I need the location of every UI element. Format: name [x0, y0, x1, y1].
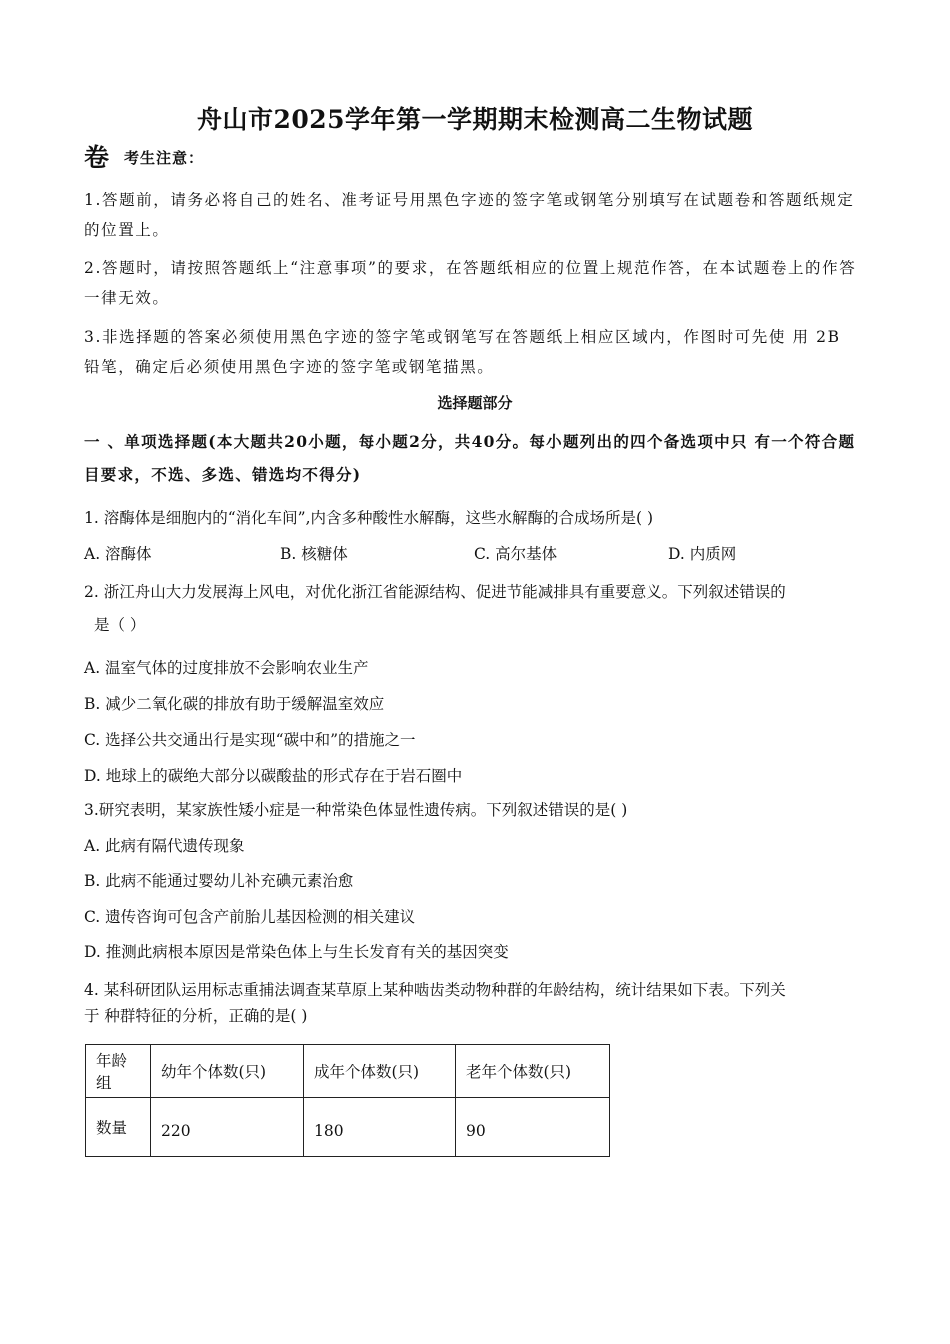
notice-item-1: 1.答题前，请务必将自己的姓名、准考证号用黑色字迹的签字笔或钢笔分别填写在试题卷和答题纸规定的位置上。	[84, 191, 855, 239]
table-row	[86, 1098, 610, 1157]
question-2-option-c: C. 选择公共交通出行是实现“碳中和”的措施之一	[84, 731, 416, 749]
question-3-option-c: C. 遗传咨询可包含产前胎儿基因检测的相关建议	[84, 908, 416, 926]
question-2-stem-line2: 是（ ）	[94, 616, 146, 634]
question-1-option-b: B. 核糖体	[280, 545, 348, 563]
part-heading: 一 、单项选择题(本大题共20小题，每小题2分，共40分。每小题列出的四个备选项中只 有一个符合题目要求，不选、多选、错选均不得分)	[84, 432, 856, 484]
notice-item-2: 2.答题时，请按照答题纸上“注意事项”的要求，在答题纸相应的位置上规范作答，在本试题卷上的作答一律无效。	[84, 259, 857, 307]
table-cell: 220	[151, 1098, 304, 1157]
page-title: 舟山市2025学年第一学期期末检测高二生物试题	[196, 105, 754, 134]
question-2-option-b: B. 减少二氧化碳的排放有助于缓解温室效应	[84, 695, 385, 713]
table-header-cell: 年龄组	[86, 1045, 151, 1098]
title-continuation: 卷	[84, 143, 110, 172]
table-cell: 180	[304, 1098, 456, 1157]
question-4-stem-line2: 于 种群特征的分析，正确的是( )	[84, 1007, 308, 1025]
question-3-option-d: D. 推测此病根本原因是常染色体上与生长发育有关的基因突变	[84, 943, 509, 961]
question-1-stem: 1. 溶酶体是细胞内的“消化车间”,内含多种酸性水解酶，这些水解酶的合成场所是( )	[84, 509, 654, 527]
question-3-option-b: B. 此病不能通过婴幼儿补充碘元素治愈	[84, 872, 354, 890]
question-2-stem-line1: 2. 浙江舟山大力发展海上风电，对优化浙江省能源结构、促进节能减排具有重要意义。下列叙述错误的	[84, 583, 786, 601]
table-header-cell: 幼年个体数(只)	[151, 1045, 304, 1098]
table-header-cell: 成年个体数(只)	[304, 1045, 456, 1098]
question-1-option-c: C. 高尔基体	[474, 545, 558, 563]
table-header-cell: 老年个体数(只)	[456, 1045, 610, 1098]
question-2-option-d: D. 地球上的碳绝大部分以碳酸盐的形式存在于岩石圈中	[84, 767, 463, 785]
table-header-row	[86, 1045, 610, 1098]
section-title: 选择题部分	[437, 394, 513, 412]
question-3-option-a: A. 此病有隔代遗传现象	[84, 837, 245, 855]
question-2-option-a: A. 温室气体的过度排放不会影响农业生产	[84, 659, 369, 677]
notice-item-3: 3.非选择题的答案必须使用黑色字迹的签字笔或钢笔写在答题纸上相应区域内，作图时可先使 用 2B 铅笔，确定后必须使用黑色字迹的签字笔或钢笔描黑。	[84, 328, 841, 376]
notice-label: 考生注意：	[124, 149, 205, 167]
question-3-stem: 3.研究表明，某家族性矮小症是一种常染色体显性遗传病。下列叙述错误的是( )	[84, 801, 628, 819]
age-structure-table	[85, 1044, 610, 1157]
question-4-stem-line1: 4. 某科研团队运用标志重捕法调查某草原上某种啮齿类动物种群的年龄结构，统计结果如下表。下列关	[84, 981, 786, 999]
table-row-label: 数量	[86, 1098, 151, 1157]
question-1-option-d: D. 内质网	[668, 545, 737, 563]
question-1-option-a: A. 溶酶体	[84, 545, 152, 563]
table-cell: 90	[456, 1098, 610, 1157]
